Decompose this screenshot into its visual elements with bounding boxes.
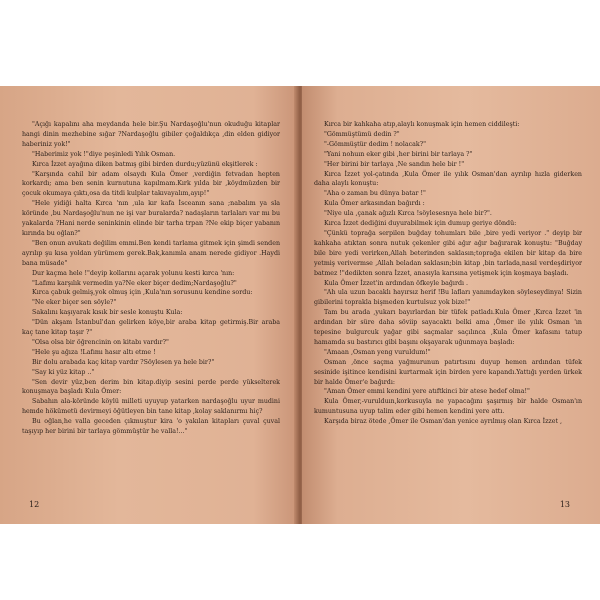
paragraph: Osman ,önce saçma yağmurunun patırtısını duyup hemen ardından tüfek sesinide işitince kendisini kurtarmak için birden yere kapandı.Yattığı yerden ürkek bir halde Ömer'e bağırdı: [314, 358, 582, 386]
paragraph: "Aman Ömer emmi kendini yere atıftkinci bir atese hedef olma!" [324, 388, 530, 396]
paragraph: Bir dolu arabada kaç kitap vardır ?Söylesen ya hele bir?" [32, 358, 215, 366]
page-number-right: 13 [559, 500, 570, 509]
page-number-left: 12 [29, 500, 40, 509]
paragraph: "Ben onun avukatı değilim emmi.Ben kendi tarlama gitmek için şimdi senden ayrılıp şu kısa yoldan yürümem gerek.Bak,kanımla anam nerede gidiyor .Haydi bana müsade" [22, 239, 280, 267]
paragraph: "Yani nohuın eker gibi ,her birini bir tarlaya ?" [324, 150, 473, 158]
paragraph: "Niye ula ,çanak ağızlı Kırca !söylesesnya hele bir?". [324, 210, 492, 218]
paragraph: Kula Ömer İzzet'in ardından öfkeyle bağırdı . [324, 279, 469, 287]
paragraph: "Amaan ,Osman yeng vuruldum!" [324, 348, 431, 356]
paragraph: "Aha o zaman bu dünya batar !" [324, 190, 426, 198]
open-book [0, 86, 600, 524]
paragraph: "Karşında cahil bir adam olsaydı Kula Ömer ,verdiğin fetvadan hepten korkardı; ama ben senin kurnutuna kapılmam.Kırk yılda bir ,köydmüzden bir çocuk okumaya çıktı,osa da titdi kulplar takıvayalım,ayıp!" [22, 170, 280, 198]
paragraph: "Ah ula uzun bacaklı hayırsız herif !Bu lafları yanımdayken söyleseydinya! Sizin gibilerini toprakla bişmeden kurtulsuz yok bize!" [314, 289, 582, 307]
paragraph: Kırca İzzet ayağına diken batmış gibi birden durdu;yüzünü ekşitlerek : [32, 160, 258, 168]
paragraph: "Dün akşam İstanbul'dan gelirken köye,bir araba kitap getirmiş.Bir araba kaç tane kitap taşır ?" [22, 319, 280, 337]
paragraph: Kırca İzzet dediğini duyurabilmek için dumup geriye döndü: [324, 220, 517, 228]
paragraph: Kula Ömer,-vurulduın,korkusuyla ne yapacağını şaşırmış bir halde Osman'ın kumuntusuna uyup talim eder gibi hemen kendini yere attı. [314, 398, 582, 416]
paragraph: Tam bu arada ,yukarı bayırlardan bir tüfek patladı.Kula Ömer ,Kırca İzzet 'in ardından bir süre daha söviip sayacaktı belki ama ,Ömer ile yılık Osman 'ın tepesine bulgurcuk yağar gibi saçmalar saçılınca ,Kula Ömer kafasını tatup hamamda su bastırıcı gibi başını okşayarak uğunmaya başladı: [314, 309, 582, 346]
left-page-text [22, 120, 280, 437]
paragraph: "Sen devir yüz,ben derim bin kitap.diyip sesini perde perde yükselterek konuşmaya başladı Kula Ömer: [22, 378, 280, 396]
paragraph: "Her birini bir tarlaya ,Ne sandın hele bir !" [324, 160, 465, 168]
paragraph: "Haberimiz yok !"diye peşinledi Yılık Osman. [32, 150, 176, 158]
paragraph: Kula Ömer arkasından bağırdı : [324, 200, 425, 208]
paragraph: Kırca İzzet yol-çatında ,Kula Ömer ile yılık Osman'dan ayrılıp hızla giderken daha alaylı konuştu: [314, 170, 582, 188]
paragraph: Sabahın ala-köründe köylü milleti uyuyup yatarken nardaşoğlu uyur mudini hemde hökümetü devirmeyi öğütleyen bin tane kitap ,kolay saklanırmı hiç? [22, 398, 280, 416]
paragraph: Kırca çabuk gelmiş,yok olmuş için ,Kula'nın sorusunu kendine sordu: [32, 289, 253, 297]
paragraph: "Çünkü toprağa serpilen buğday tohumları bile ,bire yedi veriyor ." deyip bir kahkaha atıktan sonra nutuk çekenler gibi ağır ağır bağırarak konuştu: "Buğday bile bire yedi verirken,Allah beterinden saklasın;toprağa ekilen bir kitap da bire yetmiş verivermse ,Allah beladan saklasın;bin kitap ,bin tarlada,nasıl verdeşdiriyor batmez !"dedikten sonra İzzet, anasıyla karısına yetişmek için koşmaya başladı. [314, 229, 582, 277]
paragraph: "-Gömmüştür dedim ! nolacak?" [324, 140, 426, 148]
paragraph: Karşıda biraz ötede ,Ömer ile Osman'dan yenice ayrılmış olan Kırca İzzet , [324, 418, 562, 426]
paragraph: "Hele şu ağıza !Lafımı hasır altı etme ! [32, 348, 156, 356]
paragraph: Sakalını kaşıyarak kısık bir sesle konuştu Kula: [32, 309, 183, 317]
paragraph: "Hele yidiği halta Kırca 'nın ,ula kır kafa İsceanın sana ;nabalım ya sla köründe ,bu Nardaşoğlu'nun ne işi var buralarda? nadaşların tarlaları var mı bu yakalarda ?Hani nerde seninkinin elinde bir tarha trpan ?Ne ekip biçer yabanın kırında bu oğlan?" [22, 200, 280, 237]
left-page [0, 86, 298, 524]
paragraph: "Ne eker biçer sen söyle?" [32, 299, 117, 307]
paragraph: "Lafımı karşılık vermedin ya?Ne eker biçer dedim;Nardaşoğlu?" [32, 279, 237, 287]
paragraph: Bu oğlan,he valla geceden çıkmuştur kira 'o yakılan kitapları çuval çuval taşıyıp her birini bir tarlaya gömmüştür he valla!..." [22, 418, 280, 436]
paragraph: "Açığı kapalını aha meydanda hele bir.Şu Nardaşoğlu'nun okuduğu kitaplar hangi dinin mezhebine sığar ?Nardaşoğlu gibiler çoğaldıkça ,din elden gidiyor haberiniz yok!" [22, 121, 280, 148]
paragraph: "Say ki yüz kitap .." [32, 368, 95, 376]
right-page-text [314, 120, 582, 427]
right-page [302, 86, 600, 524]
paragraph: "Olsa olsa bir öğrencinin on kitabı vardır?" [32, 338, 169, 346]
paragraph: "Gömmüştümü dedin ?" [324, 130, 400, 138]
paragraph: Kırca bir kahkaha atıp,alaylı konuşmak için hemen ciddileşti: [324, 121, 520, 128]
paragraph: Dur kaçma hele !"deyip kollarını açarak yolunu kesti kırca 'nın: [32, 269, 235, 277]
